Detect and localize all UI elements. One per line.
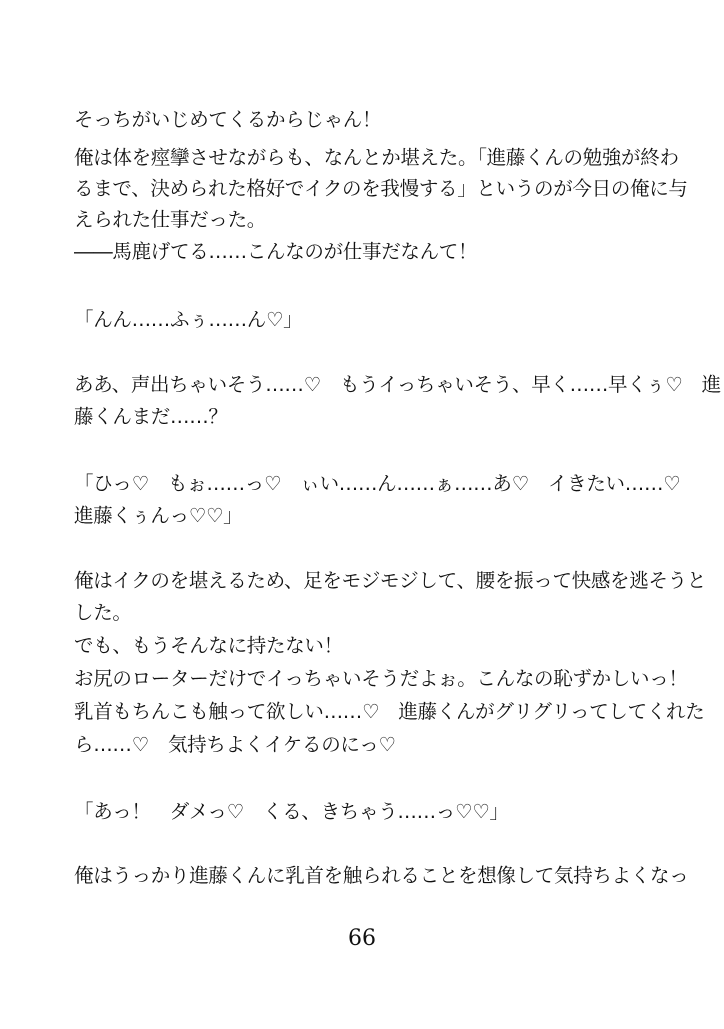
text-line: えられた仕事だった。 <box>74 208 267 231</box>
dialogue-line: 「ひっ♡ もぉ……っ♡ ぃい……ん……ぁ……あ♡ イきたい……♡ <box>74 472 681 495</box>
text-line: ああ、声出ちゃいそう……♡ もうイっちゃいそう、早く……早くぅ♡ 進 <box>74 373 721 396</box>
dialogue-line: 「あっ！ ダメっ♡ くる、きちゃう……っ♡♡」 <box>74 800 509 823</box>
text-line: した。 <box>74 601 132 624</box>
text-line: ら……♡ 気持ちよくイケるのにっ♡ <box>74 733 396 756</box>
text-line: ――馬鹿げてる……こんなのが仕事だなんて！ <box>74 240 478 263</box>
text-line: 俺はうっかり進藤くんに乳首を触られることを想像して気持ちよくなっ <box>74 864 689 887</box>
page-number: 66 <box>348 926 376 951</box>
text-line: 俺はイクのを堪えるため、足をモジモジして、腰を振って快感を逃そうと <box>74 569 707 592</box>
text-line: るまで、決められた格好でイクのを我慢する」というのが今日の俺に与 <box>74 177 688 200</box>
text-line: 俺は体を痙攣させながらも、なんとか堪えた。「進藤くんの勉強が終わ <box>74 146 679 169</box>
dialogue-line: 進藤くぅんっ♡♡」 <box>74 504 243 527</box>
text-line: でも、もうそんなに持たない！ <box>74 634 343 657</box>
text-line: 乳首もちんこも触って欲しい……♡ 進藤くんがグリグリってしてくれた <box>74 700 705 723</box>
text-line: 藤くんまだ……？ <box>74 405 228 428</box>
text-line: そっちがいじめてくるからじゃん！ <box>74 108 382 131</box>
dialogue-line: 「んん……ふぅ……ん♡」 <box>74 308 303 331</box>
text-line: お尻のローターだけでイっちゃいそうだよぉ。こんなの恥ずかしいっ！ <box>74 667 688 690</box>
